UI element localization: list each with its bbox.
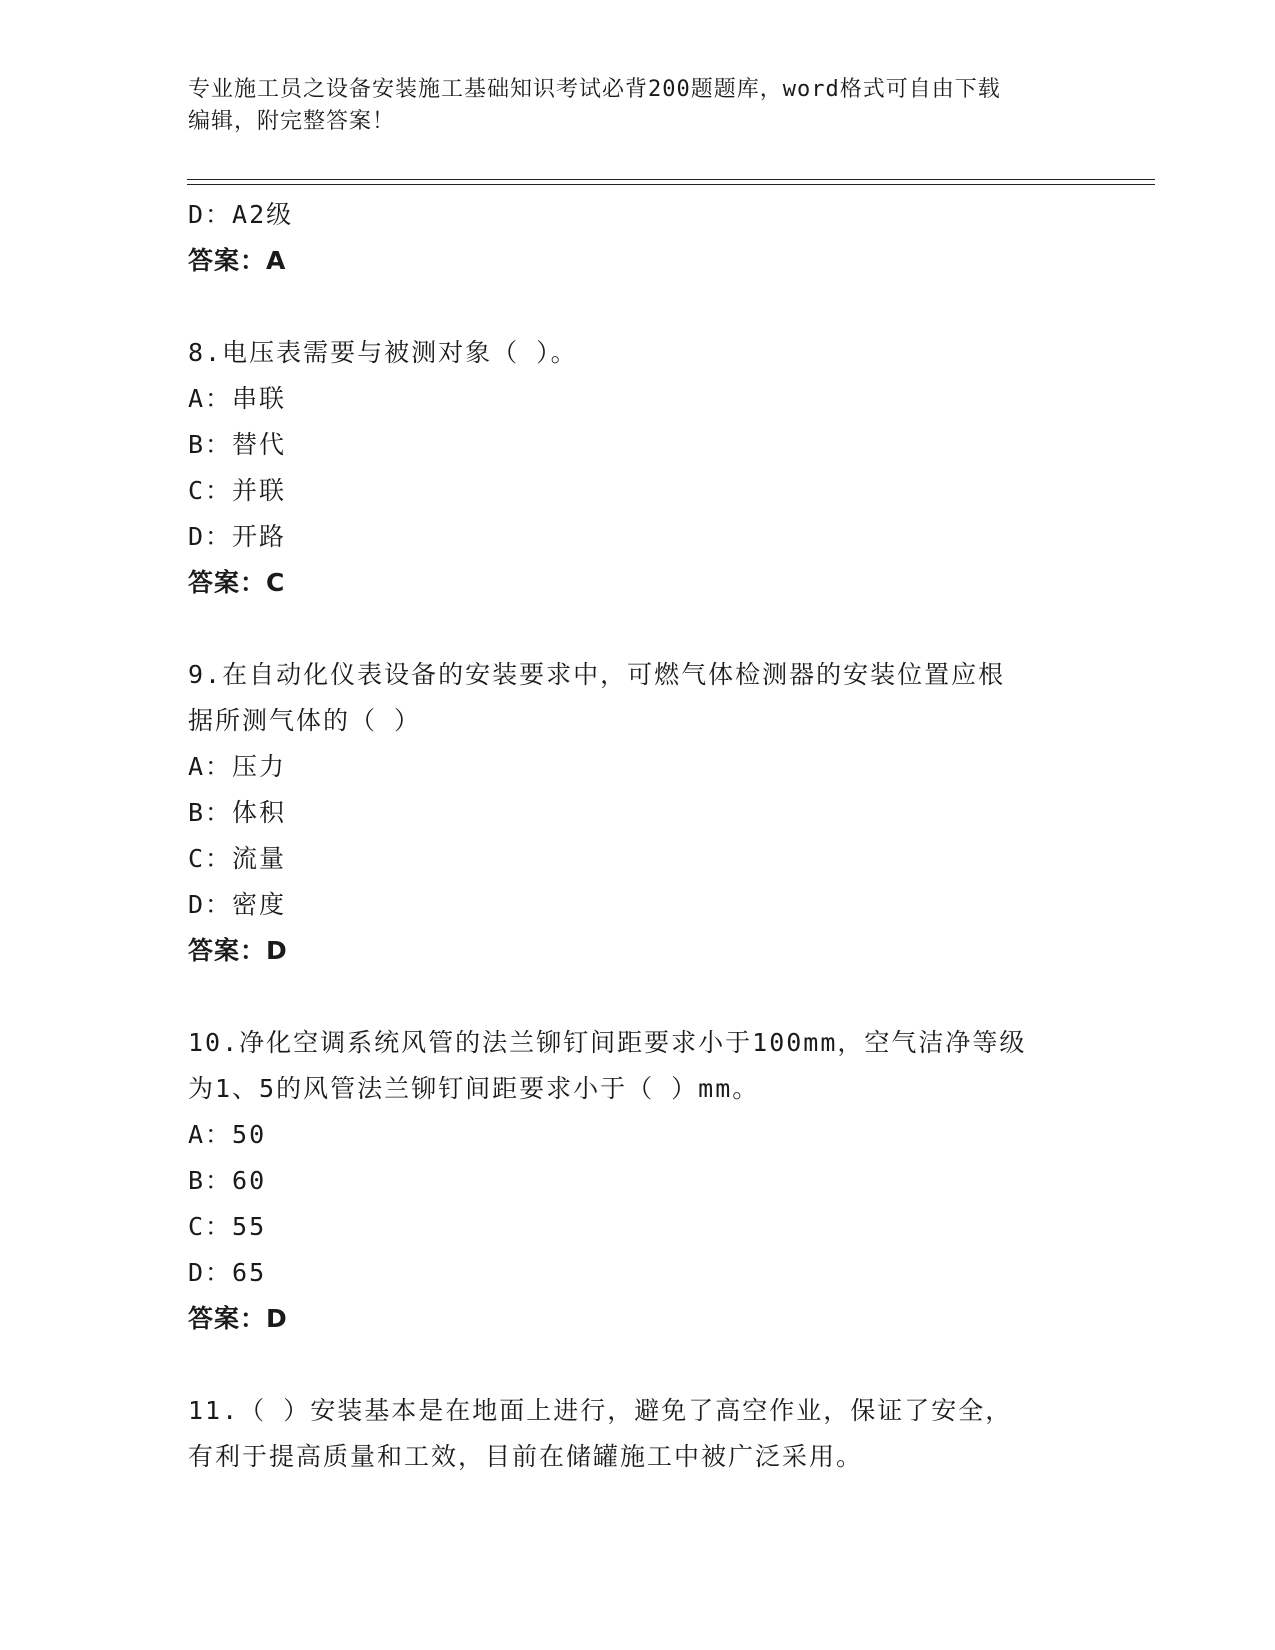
option-b: B：60 (188, 1166, 267, 1195)
option-c: C：并联 (188, 476, 287, 505)
answer-line: 答案：A (188, 246, 287, 275)
option-d: D：开路 (188, 522, 287, 551)
option-a: A：串联 (188, 384, 287, 413)
question-8 (188, 330, 1068, 606)
question-10 (188, 1020, 1068, 1342)
question-text-line-1: 9.在自动化仪表设备的安装要求中，可燃气体检测器的安装位置应根 (188, 660, 1006, 689)
answer-line: 答案：D (188, 936, 288, 965)
option-a: A：50 (188, 1120, 267, 1149)
option-b: B：替代 (188, 430, 287, 459)
spacer (188, 284, 1068, 330)
option-b: B：体积 (188, 798, 287, 827)
question-text-line-2: 据所测气体的（ ） (188, 706, 422, 735)
header-title-line-1: 专业施工员之设备安装施工基础知识考试必背200题题库，word格式可自由下载 (188, 77, 1001, 102)
spacer (188, 1342, 1068, 1388)
question-text-line-1: 11.（ ）安装基本是在地面上进行，避免了高空作业，保证了安全， (188, 1396, 1013, 1425)
question-9 (188, 652, 1068, 974)
spacer (188, 606, 1068, 652)
option-d: D：65 (188, 1258, 267, 1287)
header-divider-top (187, 179, 1155, 180)
header-title-line-2: 编辑，附完整答案！ (188, 109, 396, 134)
option-d: D：A2级 (188, 200, 294, 229)
question-text: 8.电压表需要与被测对象（ ）。 (188, 338, 578, 367)
option-a: A：压力 (188, 752, 287, 781)
option-c: C：流量 (188, 844, 287, 873)
question-text-line-2: 有利于提高质量和工效，目前在储罐施工中被广泛采用。 (188, 1442, 864, 1471)
spacer (188, 974, 1068, 1020)
answer-line: 答案：C (188, 568, 286, 597)
document-header (188, 74, 1068, 138)
question-list (188, 192, 1068, 1480)
option-c: C：55 (188, 1212, 267, 1241)
question-text-line-1: 10.净化空调系统风管的法兰铆钉间距要求小于100mm，空气洁净等级 (188, 1028, 1027, 1057)
header-divider-bottom (187, 184, 1155, 185)
answer-line: 答案：D (188, 1304, 288, 1333)
question-text-line-2: 为1、5的风管法兰铆钉间距要求小于（ ）mm。 (188, 1074, 760, 1103)
question-11 (188, 1388, 1068, 1480)
option-d: D：密度 (188, 890, 287, 919)
